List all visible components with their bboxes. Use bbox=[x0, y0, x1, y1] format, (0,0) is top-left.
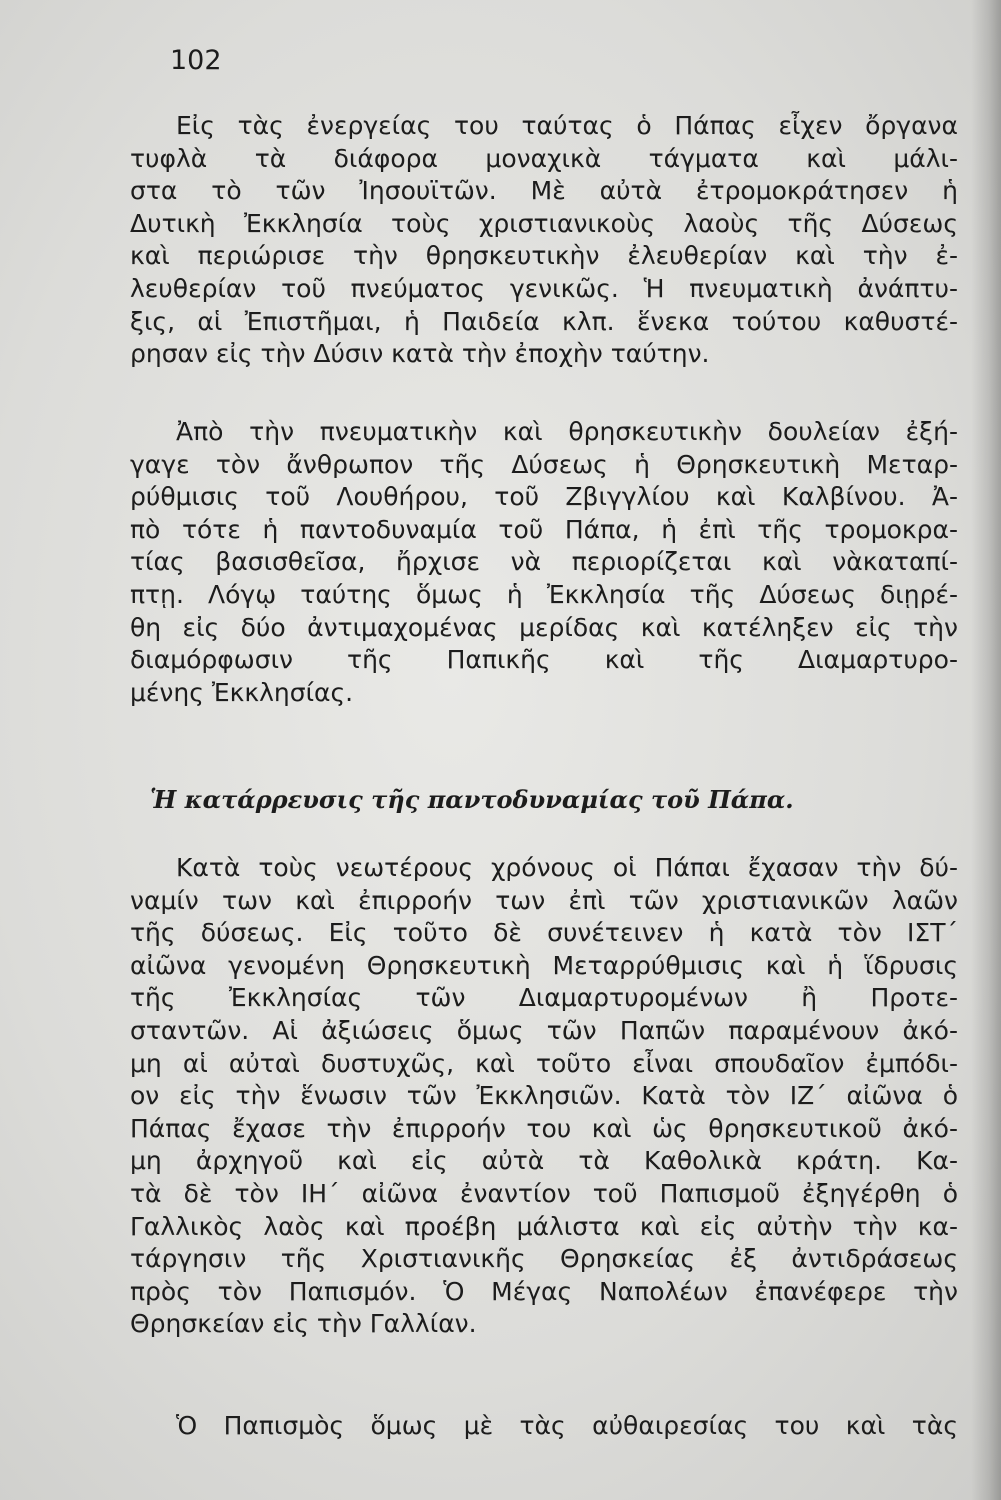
paragraph-1 bbox=[130, 110, 958, 371]
text-line: στα τὸ τῶν Ἰησουϊτῶν. Μὲ αὐτὰ ἐτρομοκράτησεν ἡ bbox=[130, 176, 958, 206]
text-line: Πάπας ἔχασε τὴν ἐπιρροήν του καὶ ὡς θρησκευτικοῦ ἀκό- bbox=[130, 1113, 958, 1143]
text-line: πτῃ. Λόγῳ ταύτης ὅμως ἡ Ἐκκλησία τῆς Δύσεως διῃρέ- bbox=[130, 579, 958, 609]
text-line: λευθερίαν τοῦ πνεύματος γενικῶς. Ἡ πνευματικὴ ἀνάπτυ- bbox=[130, 273, 958, 303]
text-line: αἰῶνα γενομένη Θρησκευτικὴ Μεταρρύθμισις καὶ ἡ ἵδρυσις bbox=[130, 950, 958, 980]
text-line: Ὁ Παπισμὸς ὅμως μὲ τὰς αὐθαιρεσίας του καὶ τὰς bbox=[176, 1411, 958, 1440]
text-line: πὸ τότε ἡ παντοδυναμία τοῦ Πάπα, ἡ ἐπὶ τῆς τρομοκρα- bbox=[130, 514, 958, 544]
text-line: ναμίν των καὶ ἐπιρροήν των ἐπὶ τῶν χριστιανικῶν λαῶν bbox=[130, 885, 958, 915]
text-line: διαμόρφωσιν τῆς Παπικῆς καὶ τῆς Διαμαρτυρο- bbox=[130, 645, 958, 675]
text-line: Κατὰ τοὺς νεωτέρους χρόνους οἱ Πάπαι ἔχασαν τὴν δύ- bbox=[176, 853, 958, 882]
text-line: τὰ δὲ τὸν ΙΗ΄ αἰῶνα ἐναντίον τοῦ Παπισμοῦ ἐξηγέρθη ὁ bbox=[130, 1178, 958, 1208]
text-line: ρύθμισις τοῦ Λουθήρου, τοῦ Ζβιγγλίου καὶ Καλβίνου. Ἀ- bbox=[130, 482, 958, 512]
text-line: θη εἰς δύο ἀντιμαχομένας μερίδας καὶ κατέληξεν εἰς τὴν bbox=[130, 612, 958, 642]
text-line: Δυτικὴ Ἐκκλησία τοὺς χριστιανικοὺς λαοὺς τῆς Δύσεως bbox=[130, 208, 958, 238]
text-line: Εἰς τὰς ἐνεργείας του ταύτας ὁ Πάπας εἶχεν ὄργανα bbox=[176, 111, 958, 140]
text-line: Ἀπὸ τὴν πνευματικὴν καὶ θρησκευτικὴν δουλείαν ἐξή- bbox=[176, 417, 958, 446]
paragraph-4 bbox=[130, 1410, 958, 1443]
text-line: μη ἀρχηγοῦ καὶ εἰς αὐτὰ τὰ Καθολικὰ κράτη. Κα- bbox=[130, 1146, 958, 1176]
text-line: μένης Ἐκκλησίας. bbox=[130, 677, 354, 707]
paragraph-3 bbox=[130, 852, 958, 1341]
text-line: ξις, αἱ Ἐπιστῆμαι, ἡ Παιδεία κλπ. ἕνεκα τούτου καθυστέ- bbox=[130, 306, 958, 336]
section-heading: Ἡ κατάρρευσις τῆς παντοδυναμίας τοῦ Πάπα. bbox=[150, 785, 794, 814]
text-line: ον εἰς τὴν ἕνωσιν τῶν Ἐκκλησιῶν. Κατὰ τὸν ΙΖ΄ αἰῶνα ὁ bbox=[130, 1081, 958, 1111]
text-line: τυφλὰ τὰ διάφορα μοναχικὰ τάγματα καὶ μάλι- bbox=[130, 143, 958, 173]
page-number: 102 bbox=[170, 45, 222, 76]
text-line: τῆς δύσεως. Εἰς τοῦτο δὲ συνέτεινεν ἡ κατὰ τὸν ΙΣΤ΄ bbox=[130, 918, 958, 948]
text-line: Θρησκείαν εἰς τὴν Γαλλίαν. bbox=[130, 1309, 477, 1339]
paragraph-2 bbox=[130, 416, 958, 709]
text-line: μη αἱ αὐταὶ δυστυχῶς, καὶ τοῦτο εἶναι σπουδαῖον ἐμπόδι- bbox=[130, 1048, 958, 1078]
text-line: τάργησιν τῆς Χριστιανικῆς Θρησκείας ἐξ ἀντιδράσεως bbox=[130, 1244, 958, 1274]
text-line: καὶ περιώρισε τὴν θρησκευτικὴν ἐλευθερίαν καὶ τὴν ἐ- bbox=[130, 241, 958, 271]
page-edge-shadow bbox=[971, 0, 1001, 1500]
text-line: γαγε τὸν ἄνθρωπον τῆς Δύσεως ἡ Θρησκευτικὴ Μεταρ- bbox=[130, 449, 958, 479]
text-line: τίας βασισθεῖσα, ἤρχισε νὰ περιορίζεται καὶ νὰκαταπί- bbox=[130, 547, 958, 577]
text-line: ρησαν εἰς τὴν Δύσιν κατὰ τὴν ἐποχὴν ταύτην. bbox=[130, 339, 710, 369]
text-line: σταντῶν. Αἱ ἀξιώσεις ὅμως τῶν Παπῶν παραμένουν ἀκό- bbox=[130, 1015, 958, 1045]
text-line: τῆς Ἐκκλησίας τῶν Διαμαρτυρομένων ἢ Προτε- bbox=[130, 983, 958, 1013]
text-line: Γαλλικὸς λαὸς καὶ προέβη μάλιστα καὶ εἰς αὐτὴν τὴν κα- bbox=[130, 1211, 958, 1241]
text-line: πρὸς τὸν Παπισμόν. Ὁ Μέγας Ναπολέων ἐπανέφερε τὴν bbox=[130, 1276, 958, 1306]
